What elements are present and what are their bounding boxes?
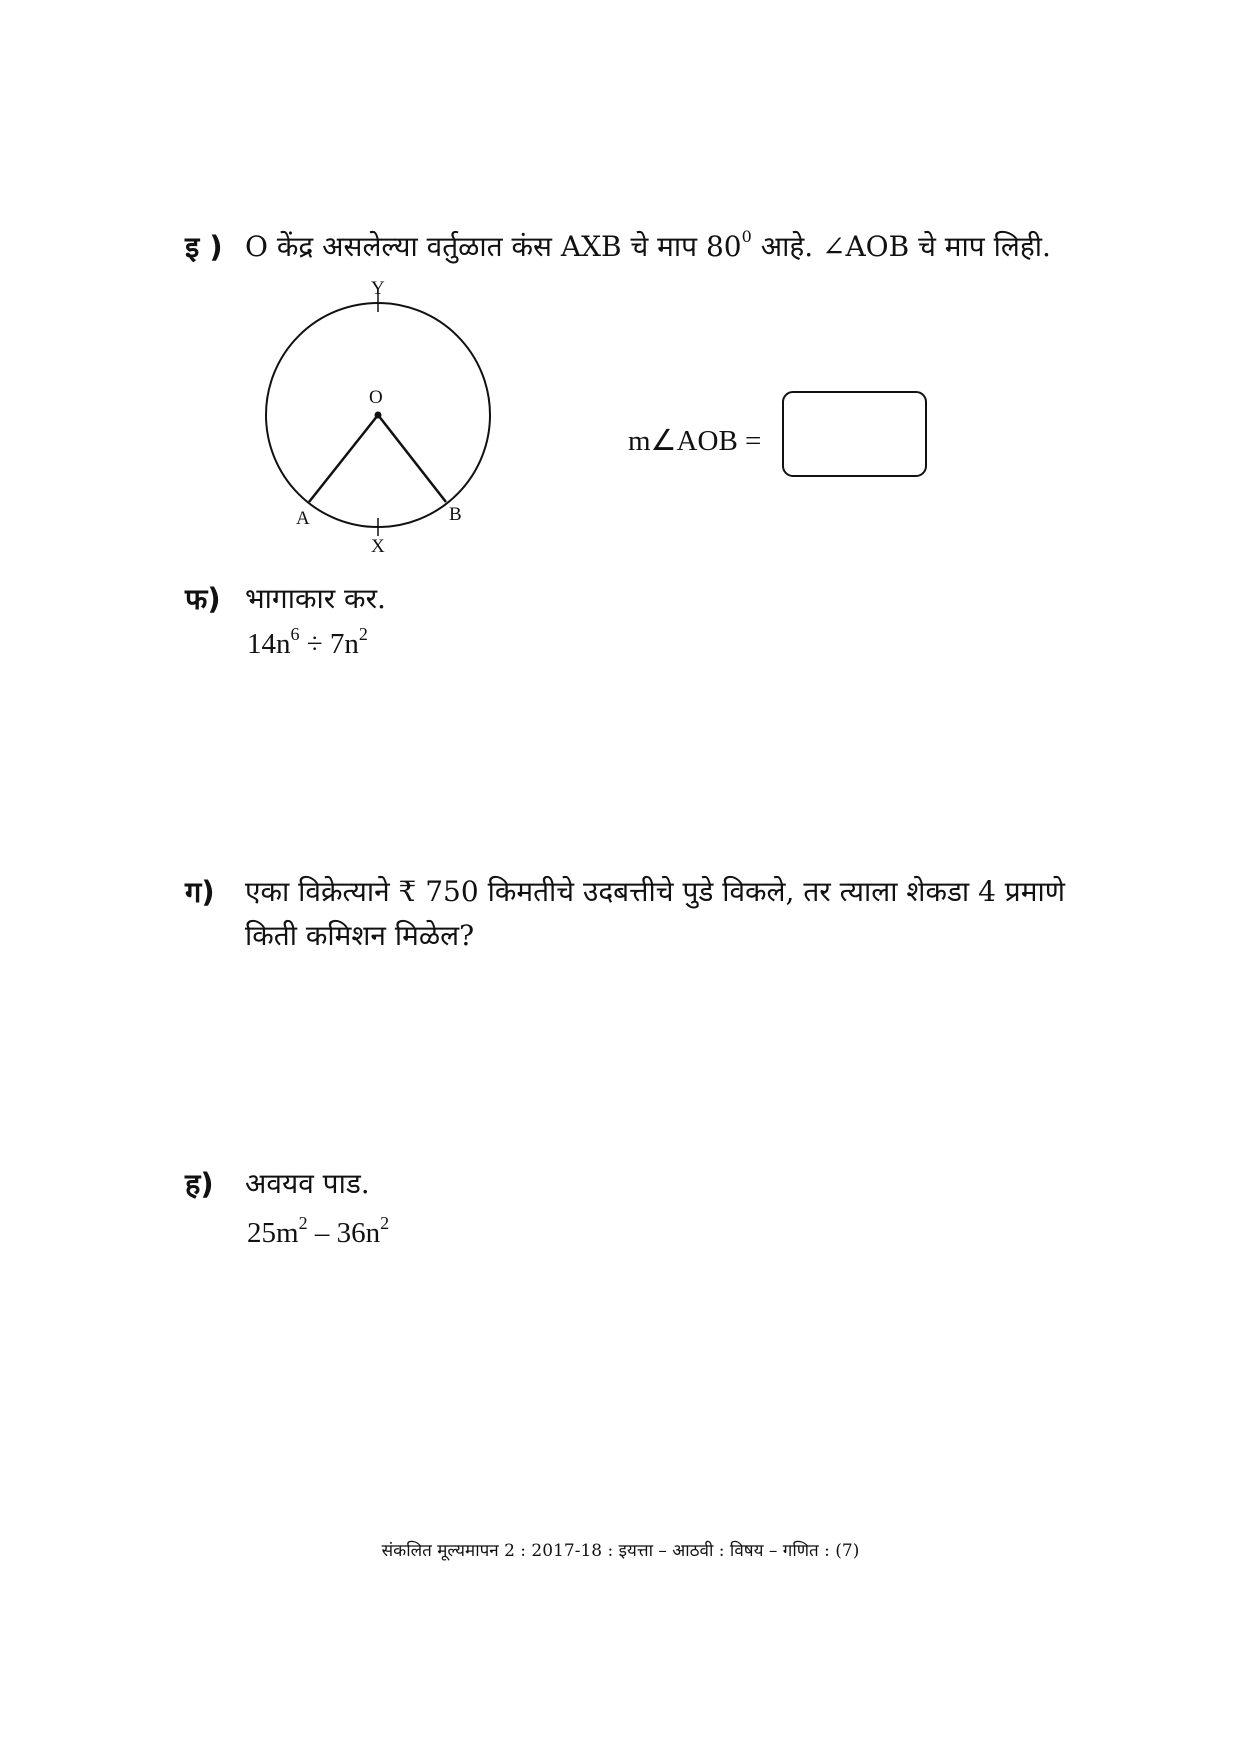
expr-h-a-exp: 2 — [298, 1213, 308, 1233]
question-text-e-part1: O केंद्र असलेल्या वर्तुळात कंस AXB चे माप 80 — [245, 230, 742, 263]
question-text-e — [245, 229, 1051, 264]
label-x: X — [371, 536, 385, 557]
label-b: B — [449, 504, 462, 525]
expression-factorise — [247, 1213, 390, 1249]
question-label-f: फ) — [185, 582, 221, 616]
question-label-e: इ ) — [185, 230, 223, 264]
question-label-h: ह) — [185, 1167, 214, 1201]
question-label-g: ग) — [185, 875, 215, 909]
radius-oa — [309, 415, 378, 502]
expr-h-b: 36n — [336, 1217, 381, 1249]
question-text-g-line1: एका विक्रेत्याने ₹ 750 किमतीचे उदबत्तीचे पुडे विकले, तर त्याला शेकडा 4 प्रमाणे — [245, 875, 1065, 908]
center-point-o — [375, 412, 382, 419]
expr-h-a: 25m — [247, 1217, 299, 1249]
label-y: Y — [371, 278, 385, 299]
degree-sign: 0 — [741, 227, 752, 246]
label-a: A — [296, 508, 310, 529]
question-text-e-part2: आहे. ∠AOB चे माप लिही. — [751, 230, 1051, 263]
radius-ob — [378, 415, 446, 502]
expr-f-b-exp: 2 — [358, 624, 368, 644]
answer-box[interactable] — [782, 391, 927, 477]
question-text-g-line2: किती कमिशन मिळेल? — [245, 919, 475, 952]
page-footer: संकलित मूल्यमापन 2 : 2017-18 : इयत्ता – आठवी : विषय – गणित : (7) — [381, 1541, 860, 1561]
answer-label: m∠AOB = — [628, 425, 762, 457]
expr-h-op: – — [307, 1217, 337, 1249]
expr-f-a-exp: 6 — [290, 624, 300, 644]
question-text-h: अवयव पाड. — [245, 1167, 370, 1200]
expr-f-b: 7n — [329, 628, 359, 660]
question-text-f: भागाकार कर. — [245, 582, 386, 615]
expression-division — [247, 624, 368, 660]
expr-f-op: ÷ — [299, 628, 330, 660]
expr-f-a: 14n — [247, 628, 291, 660]
label-o: O — [369, 387, 383, 408]
circle-figure — [255, 272, 505, 562]
expr-h-b-exp: 2 — [380, 1213, 390, 1233]
